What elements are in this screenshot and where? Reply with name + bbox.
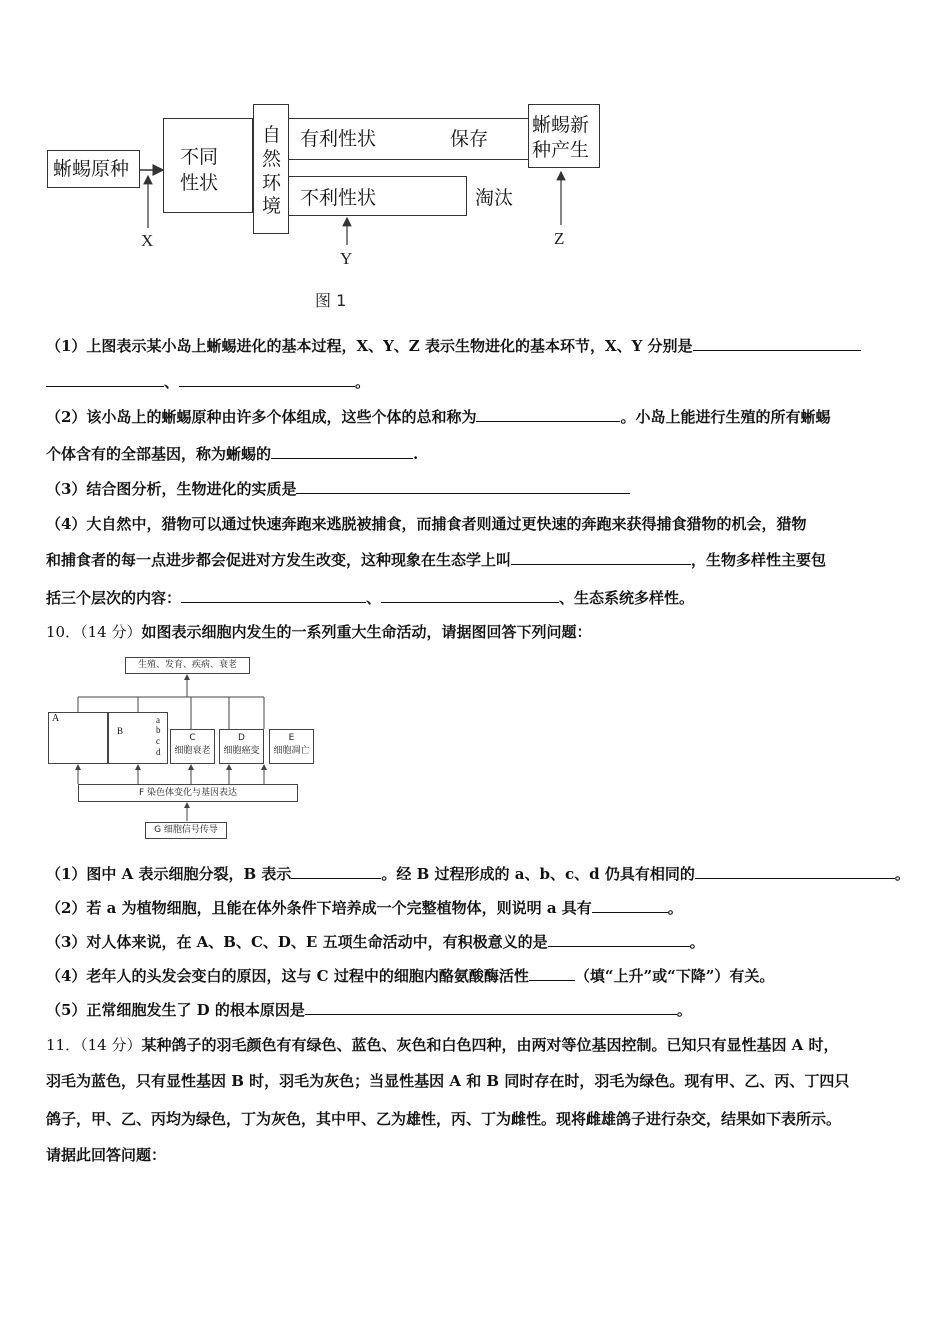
q10-part1 xyxy=(46,864,916,884)
q10-p5-end: 。 xyxy=(676,1001,692,1019)
environment-char-1: 自 xyxy=(262,124,282,146)
q9-p3-text: （3）结合图分析，生物进化的实质是 xyxy=(46,480,297,498)
favorable-label: 有利性状 xyxy=(300,128,377,150)
fig2-c-label: 细胞衰老 xyxy=(174,746,211,756)
figure-1-caption: 图 1 xyxy=(315,291,347,310)
q10-p2-end: 。 xyxy=(667,899,683,917)
q10-blank-genetic-info[interactable] xyxy=(695,864,895,879)
q9-p4b-end: ，生物多样性主要包 xyxy=(691,551,827,569)
q11-line2 xyxy=(46,1071,916,1091)
traits-label-2: 性状 xyxy=(180,172,219,194)
q9-p1-sep: 、 xyxy=(164,373,180,391)
q9-p2b-end: . xyxy=(413,445,419,463)
q10-p3-text: （3）对人体来说，在 A、B、C、D、E 五项生命活动中，有积极意义的是 xyxy=(46,933,548,951)
q10-p3-end: 。 xyxy=(689,933,705,951)
q10-blank-totipotency[interactable] xyxy=(592,898,668,913)
fig2-b-label: B xyxy=(117,726,124,736)
fig2-e-box xyxy=(269,729,314,764)
environment-char-3: 环 xyxy=(262,172,282,194)
fig2-d-box xyxy=(219,729,264,764)
q9-p4c-sep: 、 xyxy=(366,589,382,607)
q10-p2-text: （2）若 a 为植物细胞，且能在体外条件下培养成一个完整植物体，则说明 a 具有 xyxy=(46,899,592,917)
eliminate-label: 淘汰 xyxy=(475,187,514,209)
q9-p1-text: （1）上图表示某小岛上蜥蜴进化的基本过程，X、Y、Z 表示生物进化的基本环节，X、Y 分别是 xyxy=(46,337,693,355)
q11-l1-text: 某种鸽子的羽毛颜色有有绿色、蓝色、灰色和白色四种，由两对等位基因控制。已知只有显性基因 A 时， xyxy=(141,1036,839,1054)
q10-blank-differentiation[interactable] xyxy=(291,864,381,879)
q10-number: 10．（14 分） xyxy=(46,623,142,641)
origin-label: 蜥蜴原种 xyxy=(53,158,130,180)
q9-p4a-text: （4）大自然中，猎物可以通过快速奔跑来逃脱被捕食，而捕食者则通过更快速的奔跑来获得捕食猎物的机会，猎物 xyxy=(46,515,807,533)
environment-char-2: 然 xyxy=(262,148,282,170)
q9-p4c-end: 、生态系统多样性。 xyxy=(559,589,695,607)
label-y: Y xyxy=(340,249,353,268)
q10-blank-positive[interactable] xyxy=(548,932,690,947)
q11-l4-text: 请据此回答问题： xyxy=(46,1146,167,1164)
q10-p1c-text: 。 xyxy=(894,865,910,883)
fig2-a-label: A xyxy=(52,713,60,724)
label-x: X xyxy=(141,231,154,250)
q9-p4c-text: 括三个层次的内容： xyxy=(46,589,182,607)
q10-blank-enzyme[interactable] xyxy=(529,966,575,981)
fig2-b-item-a: a xyxy=(156,715,160,725)
fig2-d-letter: D xyxy=(238,733,245,743)
q10-p4-text: （4）老年人的头发会变白的原因，这与 C 过程中的细胞内酪氨酸酶活性 xyxy=(46,967,529,985)
q11-line4 xyxy=(46,1145,916,1165)
unfavorable-label: 不利性状 xyxy=(300,187,377,209)
fig2-f-box: F 染色体变化与基因表达 xyxy=(78,784,298,802)
preserve-label: 保存 xyxy=(450,128,489,150)
q9-p4b-text: 和捕食者的每一点进步都会促进对方发生改变，这种现象在生态学上叫 xyxy=(46,551,512,569)
q11-number: 11．（14 分） xyxy=(46,1036,142,1054)
q10-p4-end: （填“上升”或“下降”）有关。 xyxy=(574,967,775,985)
q10-stem-text: 如图表示细胞内发生的一系列重大生命活动，请据图回答下列问题： xyxy=(141,623,592,641)
q9-p2-end: 。小岛上能进行生殖的所有蜥蜴 xyxy=(620,408,831,426)
q9-p2b-text: 个体含有的全部基因，称为蜥蜴的 xyxy=(46,445,272,463)
q9-p1-end: 。 xyxy=(355,373,371,391)
q10-p1b-text: 。经 B 过程形成的 a、b、c、d 仍具有相同的 xyxy=(381,865,695,883)
q11-l3-text: 鸽子，甲、乙、丙均为绿色，丁为灰色，其中甲、乙为雄性，丙、丁为雌性。现将雌雄鸽子进行杂交，结果如下表所示。 xyxy=(46,1110,842,1128)
q10-part3 xyxy=(46,932,916,952)
fig2-g-box: G 细胞信号传导 xyxy=(145,822,227,839)
fig2-e-label: 细胞凋亡 xyxy=(273,746,310,756)
q10-blank-cancer-cause[interactable] xyxy=(305,1000,677,1015)
q11-l2-text: 羽毛为蓝色，只有显性基因 B 时，羽毛为灰色；当显性基因 A 和 B 同时存在时，羽毛为绿色。现有甲、乙、丙、丁四只 xyxy=(46,1072,850,1090)
fig2-d-label: 细胞癌变 xyxy=(223,746,260,756)
q11-line3 xyxy=(46,1109,916,1129)
fig2-b-item-d: d xyxy=(156,747,161,757)
fig2-top-box: 生殖、发育、疾病、衰老 xyxy=(125,657,250,674)
q10-part2 xyxy=(46,898,916,918)
environment-char-4: 境 xyxy=(262,195,282,217)
q10-part5 xyxy=(46,1000,916,1020)
q10-p5-text: （5）正常细胞发生了 D 的根本原因是 xyxy=(46,1001,305,1019)
fig2-c-letter: C xyxy=(189,733,196,743)
q11-line1 xyxy=(46,1035,916,1055)
new-species-label-1: 蜥蜴新 xyxy=(532,114,590,136)
fig2-b-item-b: b xyxy=(156,725,161,735)
q9-p2-text: （2）该小岛上的蜥蜴原种由许多个体组成，这些个体的总和称为 xyxy=(46,408,477,426)
q10-p1a-text: （1）图中 A 表示细胞分裂，B 表示 xyxy=(46,865,292,883)
new-species-label-2: 种产生 xyxy=(532,139,590,161)
q10-part4 xyxy=(46,966,916,986)
fig2-e-letter: E xyxy=(288,733,295,743)
fig2-c-box xyxy=(170,729,215,764)
traits-label-1: 不同 xyxy=(180,146,219,168)
fig2-b-item-c: c xyxy=(156,736,160,746)
label-z: Z xyxy=(554,229,565,248)
